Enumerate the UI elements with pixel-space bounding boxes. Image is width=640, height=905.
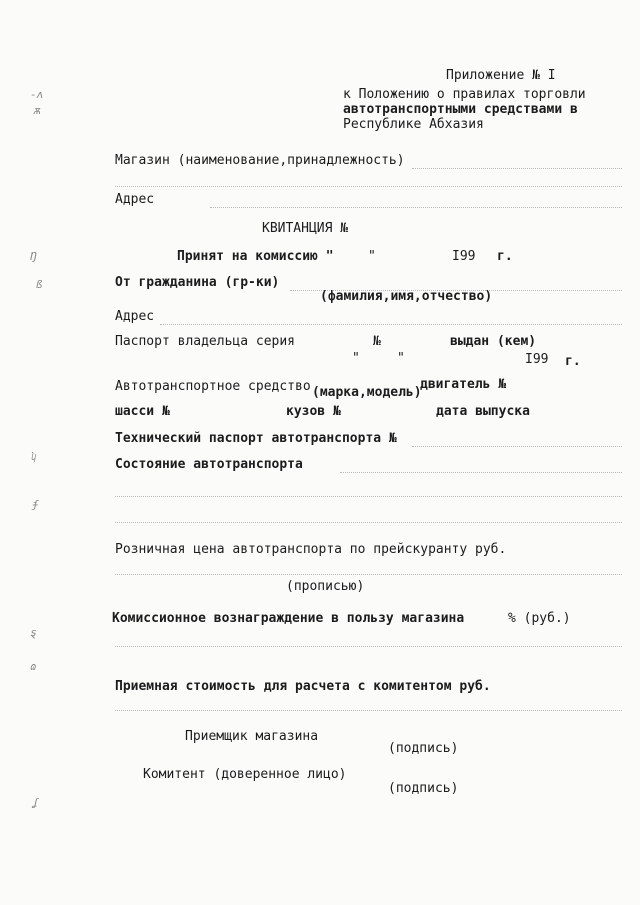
commission-label: Комиссионное вознаграждение в пользу магазина [112, 611, 465, 626]
regulation-line-3: Республике Абхазия [343, 117, 484, 132]
receiver-signature-hint: (подпись) [388, 741, 459, 756]
condition-line-2 [115, 496, 622, 497]
address-line [210, 207, 622, 208]
engine-label: двигатель № [420, 377, 507, 392]
commission-percent: % (руб.) [508, 611, 571, 626]
address-2-line [160, 324, 622, 325]
passport-date-open: " [352, 351, 360, 366]
receipt-title: КВИТАНЦИЯ № [262, 221, 349, 236]
margin-mark: ʄ [32, 498, 39, 511]
body-label: кузов № [286, 404, 341, 419]
tech-passport-label: Технический паспорт автотранспорта № [115, 431, 397, 446]
make-model-hint: (марка,модель) [312, 385, 422, 400]
receiver-label: Приемщик магазина [185, 729, 319, 744]
committent-signature-hint: (подпись) [388, 781, 459, 796]
condition-label: Состояние автотранспорта [115, 457, 303, 472]
margin-mark: ѫ [34, 104, 41, 117]
committent-label: Комитент (доверенное лицо) [143, 767, 347, 782]
address-2-label: Адрес [115, 309, 155, 324]
commission-line [115, 646, 622, 647]
passport-label: Паспорт владельца серия [115, 334, 296, 349]
margin-mark: Ŋ [30, 250, 37, 263]
passport-no: № [373, 334, 381, 349]
chassis-label: шасси № [115, 404, 170, 419]
retail-price-line [115, 574, 622, 575]
accepted-year-suffix: г. [497, 249, 513, 264]
accepted-label: Принят на комиссию " [177, 249, 334, 264]
margin-mark: -ʌ [30, 88, 44, 101]
margin-mark: ß [36, 278, 43, 291]
appendix-number: Приложение № I [446, 68, 556, 83]
regulation-line-1: к Положению о правилах торговли [343, 87, 586, 102]
condition-line-3 [115, 522, 622, 523]
shop-line [412, 168, 622, 169]
accept-cost-label: Приемная стоимость для расчета с комитентом руб. [115, 679, 491, 694]
retail-price-label: Розничная цена автотранспорта по прейскуранту руб. [115, 542, 507, 557]
shop-label: Магазин (наименование,принадлежность) [115, 153, 405, 168]
margin-mark: ʮ [30, 450, 37, 463]
margin-mark: ȿ [30, 626, 37, 639]
regulation-line-2: автотранспортными средствами в [343, 102, 578, 117]
address-label: Адрес [115, 192, 155, 207]
passport-date-close: " [397, 351, 405, 366]
passport-year: I99 [525, 352, 549, 367]
accepted-quote: " [368, 249, 376, 264]
from-citizen-label: От гражданина (гр-ки) [115, 275, 280, 290]
condition-line-1 [340, 472, 622, 473]
shop-line-2 [115, 186, 622, 187]
margin-mark: ʆ [32, 796, 39, 809]
passport-year-suffix: г. [565, 354, 581, 369]
issued-by-label: выдан (кем) [450, 334, 537, 349]
vehicle-label: Автотранспортное средство [115, 379, 311, 394]
margin-mark: ɷ [30, 660, 37, 673]
in-words-hint: (прописью) [286, 579, 365, 594]
release-date-label: дата выпуска [436, 404, 530, 419]
accepted-year: I99 [452, 249, 476, 264]
accept-cost-line [115, 710, 622, 711]
tech-passport-line [412, 446, 622, 447]
fio-hint: (фамилия,имя,отчество) [320, 289, 493, 304]
